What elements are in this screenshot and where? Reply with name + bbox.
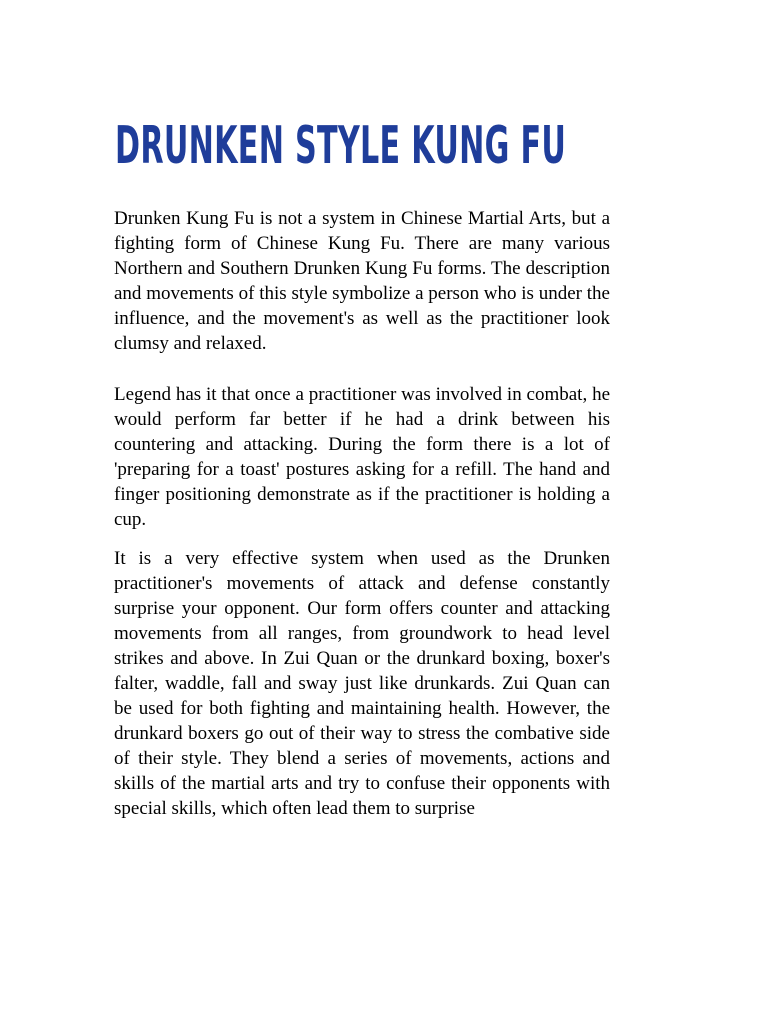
paragraph-1: Drunken Kung Fu is not a system in Chinese Martial Arts, but a fighting form of Chinese Kung Fu. There are many various Northern and Southern Drunken Kung Fu forms. The description and movements of this style symbolize a person who is under the influence, and the movement's as well as the practitioner look clumsy and relaxed. — [114, 208, 610, 354]
page-title: DRUNKEN STYLE KUNG FU — [115, 116, 567, 176]
document-body — [114, 206, 610, 821]
paragraph-2: Legend has it that once a practitioner was involved in combat, he would perform far better if he had a drink between his countering and attacking. During the form there is a lot of 'preparing for a toast' postures asking for a refill. The hand and finger positioning demonstrate as if the practitioner is holding a cup. — [114, 384, 610, 530]
paragraph-3: It is a very effective system when used as the Drunken practitioner's movements of attack and defense constantly surprise your opponent. Our form offers counter and attacking movements from all ranges, from groundwork to head level strikes and above. In Zui Quan or the drunkard boxing, boxer's falter, waddle, fall and sway just like drunkards. Zui Quan can be used for both fighting and maintaining health. However, the drunkard boxers go out of their way to stress the combative side of their style. They blend a series of movements, actions and skills of the martial arts and try to confuse their opponents with special skills, which often lead them to surprise — [114, 548, 610, 819]
